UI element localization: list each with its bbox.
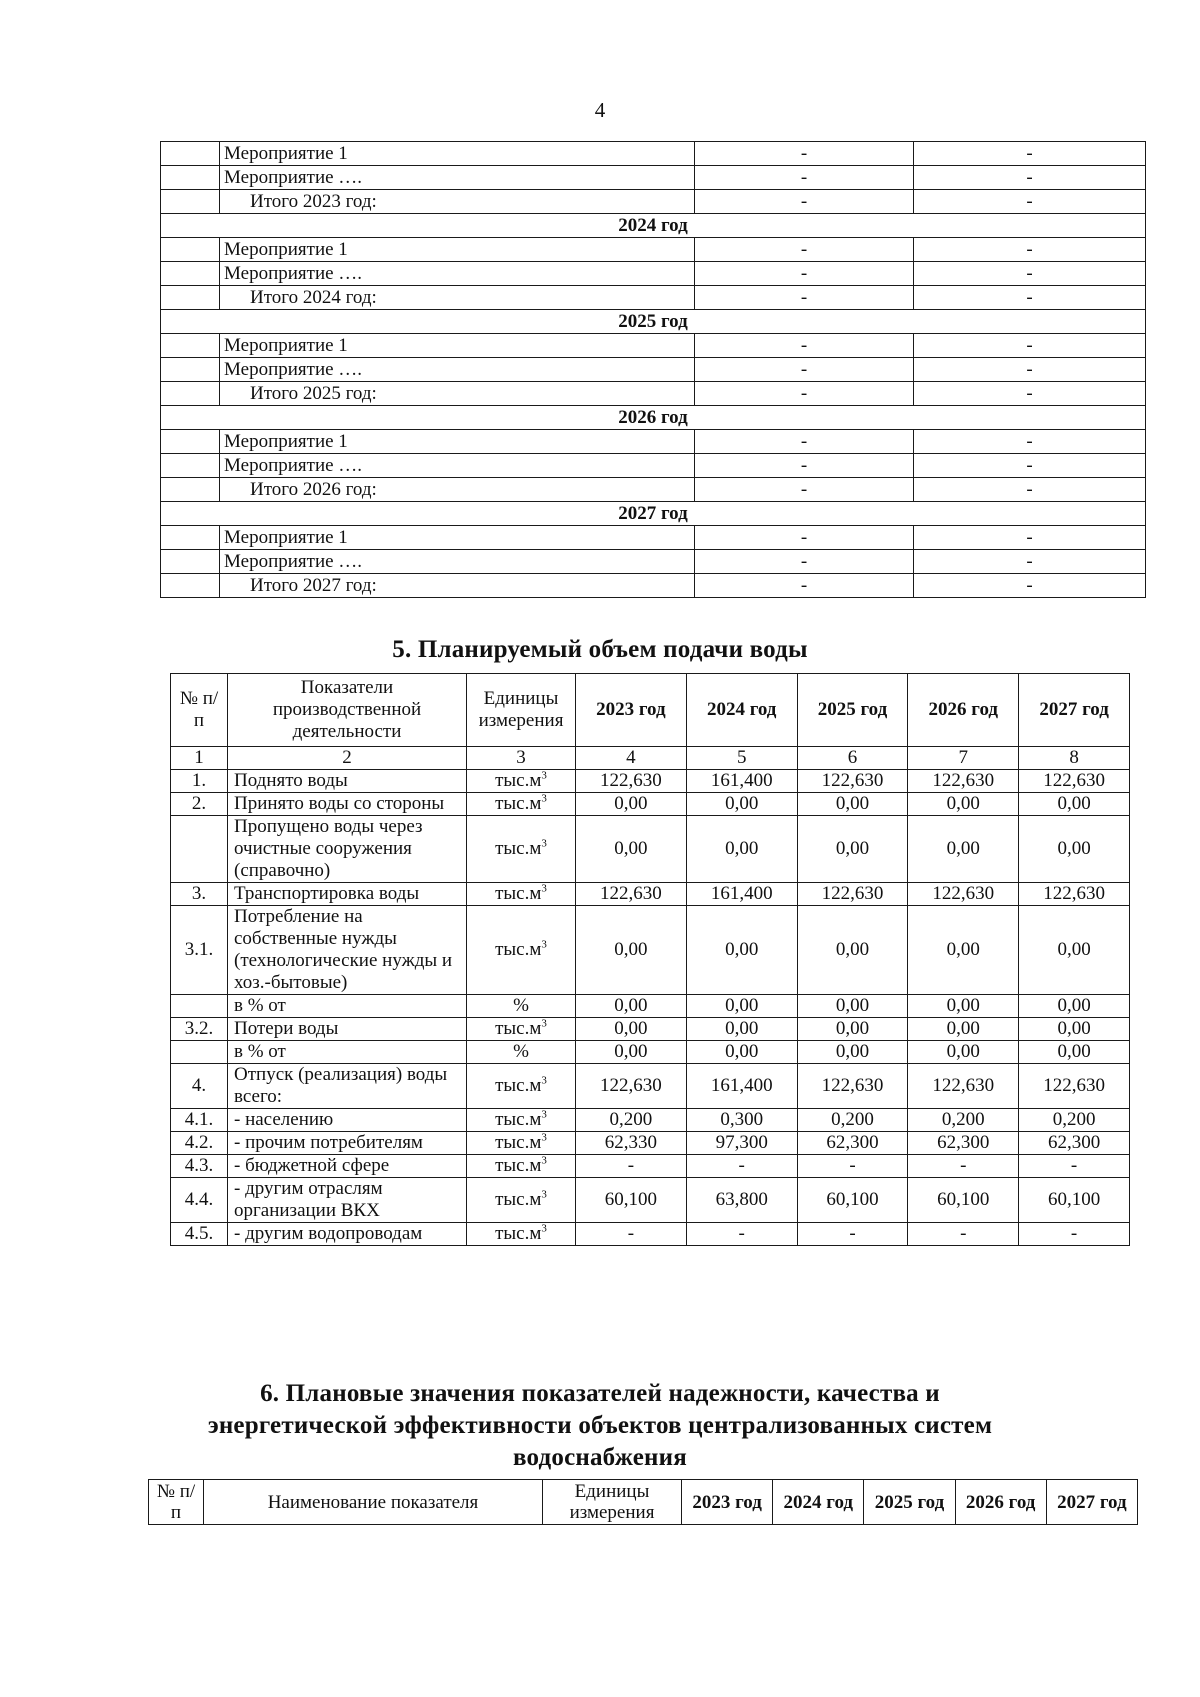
event-value-1: - <box>695 382 914 406</box>
section-6-title-line3: водоснабжения <box>513 1444 687 1471</box>
unit-cell <box>467 1223 576 1246</box>
event-name: Мероприятие …. <box>220 550 695 574</box>
value-cell: 62,330 <box>576 1132 687 1155</box>
value-cell: 0,00 <box>1019 1018 1130 1041</box>
unit-text: тыс.м <box>495 1018 542 1039</box>
event-name: Мероприятие …. <box>220 262 695 286</box>
event-value-1: - <box>695 334 914 358</box>
row-number-cell <box>161 262 220 286</box>
row-number-cell <box>161 286 220 310</box>
index-cell: 5 <box>686 747 797 770</box>
unit-superscript: 3 <box>541 1017 547 1030</box>
unit-cell <box>467 883 576 906</box>
year-heading-row <box>161 502 1146 526</box>
event-value-2: - <box>914 142 1146 166</box>
unit-cell <box>467 793 576 816</box>
table-row <box>171 1064 1130 1109</box>
event-value-1: - <box>695 238 914 262</box>
indicator-name: - прочим потребителям <box>228 1132 467 1155</box>
unit-text: тыс.м <box>495 1075 542 1096</box>
header-year-2024: 2024 год <box>773 1480 864 1525</box>
event-value-1: - <box>695 190 914 214</box>
row-number: 4.3. <box>171 1155 228 1178</box>
value-cell: - <box>908 1223 1019 1246</box>
value-cell: 0,200 <box>576 1109 687 1132</box>
value-cell: 0,200 <box>1019 1109 1130 1132</box>
page-number: 4 <box>594 98 606 122</box>
unit-cell <box>467 1064 576 1109</box>
indicators-table <box>148 1479 1138 1525</box>
event-value-1: - <box>695 574 914 598</box>
value-cell: 60,100 <box>908 1178 1019 1223</box>
unit-superscript: 3 <box>541 1074 547 1087</box>
row-number <box>171 816 228 883</box>
value-cell: 62,300 <box>908 1132 1019 1155</box>
row-number-cell <box>161 574 220 598</box>
indicator-name: Потребление на собственные нужды (технологические нужды и хоз.-бытовые) <box>228 906 467 995</box>
unit-text: тыс.м <box>495 793 542 814</box>
row-number: 4.2. <box>171 1132 228 1155</box>
indicator-name: - другим отраслям организации ВКХ <box>228 1178 467 1223</box>
header-unit: Единицы измерения <box>467 674 576 747</box>
row-number <box>171 995 228 1018</box>
unit-cell <box>467 816 576 883</box>
event-value-1: - <box>695 478 914 502</box>
unit-text: тыс.м <box>495 939 542 960</box>
table-row <box>171 1155 1130 1178</box>
event-name: Итого 2027 год: <box>220 574 695 598</box>
event-value-1: - <box>695 358 914 382</box>
value-cell: 0,00 <box>908 793 1019 816</box>
event-row <box>161 238 1146 262</box>
value-cell: 60,100 <box>797 1178 908 1223</box>
event-row <box>161 262 1146 286</box>
indicator-name: Принято воды со стороны <box>228 793 467 816</box>
year-heading-row <box>161 310 1146 334</box>
row-number-cell <box>161 526 220 550</box>
row-number-cell <box>161 334 220 358</box>
event-value-1: - <box>695 526 914 550</box>
row-number-cell <box>161 142 220 166</box>
value-cell: 122,630 <box>797 1064 908 1109</box>
header-indicator: Показатели производственной деятельности <box>228 674 467 747</box>
value-cell: 0,00 <box>797 1018 908 1041</box>
value-cell: 0,00 <box>1019 995 1130 1018</box>
value-cell: 122,630 <box>1019 1064 1130 1109</box>
table-row <box>171 1041 1130 1064</box>
unit-text: тыс.м <box>495 1189 542 1210</box>
header-year-2027: 2027 год <box>1046 1480 1137 1525</box>
row-number-cell <box>161 238 220 262</box>
value-cell: 60,100 <box>576 1178 687 1223</box>
unit-superscript: 3 <box>541 837 547 850</box>
unit-text: тыс.м <box>495 1109 542 1130</box>
value-cell: 0,00 <box>797 816 908 883</box>
indicator-name: Потери воды <box>228 1018 467 1041</box>
value-cell: 122,630 <box>576 770 687 793</box>
unit-superscript: 3 <box>541 938 547 951</box>
event-value-2: - <box>914 262 1146 286</box>
unit-superscript: 3 <box>541 1188 547 1201</box>
year-heading: 2025 год <box>161 310 1146 334</box>
event-name: Итого 2025 год: <box>220 382 695 406</box>
row-number-cell <box>161 430 220 454</box>
value-cell: 62,300 <box>1019 1132 1130 1155</box>
value-cell: 0,00 <box>797 995 908 1018</box>
value-cell: 0,00 <box>1019 906 1130 995</box>
header-year-2026: 2026 год <box>908 674 1019 747</box>
value-cell: 0,00 <box>908 906 1019 995</box>
value-cell: 0,00 <box>576 1041 687 1064</box>
event-value-1: - <box>695 262 914 286</box>
header-year-2023: 2023 год <box>576 674 687 747</box>
section-6-title-line2: энергетической эффективности объектов централизованных систем <box>207 1412 993 1439</box>
event-value-1: - <box>695 430 914 454</box>
row-number: 4.5. <box>171 1223 228 1246</box>
event-value-2: - <box>914 334 1146 358</box>
value-cell: - <box>1019 1155 1130 1178</box>
event-name: Итого 2026 год: <box>220 478 695 502</box>
header-year-2027: 2027 год <box>1019 674 1130 747</box>
row-number-cell <box>161 190 220 214</box>
value-cell: 161,400 <box>686 1064 797 1109</box>
event-value-2: - <box>914 550 1146 574</box>
row-number: 3.1. <box>171 906 228 995</box>
header-year-2024: 2024 год <box>686 674 797 747</box>
unit-superscript: 3 <box>541 1154 547 1167</box>
indicator-name: Транспортировка воды <box>228 883 467 906</box>
value-cell: 0,00 <box>686 1041 797 1064</box>
value-cell: - <box>797 1223 908 1246</box>
value-cell: 122,630 <box>908 770 1019 793</box>
value-cell: 122,630 <box>797 770 908 793</box>
index-cell: 4 <box>576 747 687 770</box>
table-row <box>171 1223 1130 1246</box>
row-number: 4.4. <box>171 1178 228 1223</box>
event-value-2: - <box>914 526 1146 550</box>
event-name: Мероприятие 1 <box>220 334 695 358</box>
indicator-name: - другим водопроводам <box>228 1223 467 1246</box>
unit-text: тыс.м <box>495 883 542 904</box>
event-value-2: - <box>914 238 1146 262</box>
event-name: Мероприятие 1 <box>220 142 695 166</box>
event-name: Мероприятие …. <box>220 454 695 478</box>
column-index-row <box>171 747 1130 770</box>
indicator-name: в % от <box>228 1041 467 1064</box>
value-cell: 0,300 <box>686 1109 797 1132</box>
value-cell: 97,300 <box>686 1132 797 1155</box>
year-heading-row <box>161 214 1146 238</box>
total-row <box>161 478 1146 502</box>
unit-cell <box>467 1109 576 1132</box>
header-year-2025: 2025 год <box>864 1480 955 1525</box>
event-value-1: - <box>695 454 914 478</box>
unit-cell <box>467 1155 576 1178</box>
row-number: 4.1. <box>171 1109 228 1132</box>
value-cell: 0,00 <box>576 906 687 995</box>
table-row <box>171 1132 1130 1155</box>
event-value-1: - <box>695 166 914 190</box>
header-year-2023: 2023 год <box>682 1480 773 1525</box>
event-row <box>161 166 1146 190</box>
index-cell: 1 <box>171 747 228 770</box>
value-cell: 0,00 <box>797 793 908 816</box>
header-indicator-name: Наименование показателя <box>204 1480 543 1525</box>
event-value-2: - <box>914 382 1146 406</box>
event-name: Мероприятие 1 <box>220 238 695 262</box>
value-cell: 0,00 <box>686 1018 797 1041</box>
event-row <box>161 142 1146 166</box>
unit-cell <box>467 1178 576 1223</box>
value-cell: 122,630 <box>1019 770 1130 793</box>
event-row <box>161 526 1146 550</box>
table-row <box>171 995 1130 1018</box>
event-value-2: - <box>914 358 1146 382</box>
unit-cell <box>467 1041 576 1064</box>
table-row <box>171 883 1130 906</box>
value-cell: 0,00 <box>1019 793 1130 816</box>
year-heading: 2024 год <box>161 214 1146 238</box>
value-cell: 0,00 <box>797 906 908 995</box>
value-cell: 161,400 <box>686 883 797 906</box>
value-cell: 0,00 <box>686 906 797 995</box>
event-row <box>161 430 1146 454</box>
unit-text: тыс.м <box>495 1223 542 1244</box>
table-row <box>171 1018 1130 1041</box>
index-cell: 8 <box>1019 747 1130 770</box>
table-row <box>171 1109 1130 1132</box>
unit-cell <box>467 770 576 793</box>
water-supply-table-body <box>171 770 1130 1246</box>
event-row <box>161 334 1146 358</box>
value-cell: 62,300 <box>797 1132 908 1155</box>
value-cell: 63,800 <box>686 1178 797 1223</box>
event-value-1: - <box>695 550 914 574</box>
value-cell: 0,00 <box>908 1041 1019 1064</box>
unit-superscript: 3 <box>541 792 547 805</box>
event-value-2: - <box>914 454 1146 478</box>
event-row <box>161 358 1146 382</box>
table-row <box>171 906 1130 995</box>
value-cell: 161,400 <box>686 770 797 793</box>
unit-superscript: 3 <box>541 1108 547 1121</box>
value-cell: - <box>686 1155 797 1178</box>
value-cell: 0,00 <box>576 995 687 1018</box>
value-cell: 122,630 <box>1019 883 1130 906</box>
total-row <box>161 190 1146 214</box>
unit-cell <box>467 1132 576 1155</box>
index-cell: 2 <box>228 747 467 770</box>
value-cell: - <box>576 1155 687 1178</box>
header-row <box>149 1480 1138 1525</box>
header-num: № п/п <box>149 1480 204 1525</box>
value-cell: 0,00 <box>686 995 797 1018</box>
table-row <box>171 770 1130 793</box>
row-number-cell <box>161 454 220 478</box>
event-value-1: - <box>695 286 914 310</box>
value-cell: - <box>576 1223 687 1246</box>
row-number: 4. <box>171 1064 228 1109</box>
value-cell: - <box>1019 1223 1130 1246</box>
row-number-cell <box>161 382 220 406</box>
event-name: Итого 2023 год: <box>220 190 695 214</box>
value-cell: - <box>797 1155 908 1178</box>
unit-cell <box>467 906 576 995</box>
row-number-cell <box>161 478 220 502</box>
header-unit: Единицы измерения <box>543 1480 682 1525</box>
section-6-title-line1: 6. Плановые значения показателей надежности, качества и <box>260 1380 940 1407</box>
event-value-2: - <box>914 574 1146 598</box>
event-name: Мероприятие 1 <box>220 430 695 454</box>
indicator-name: Пропущено воды через очистные сооружения (справочно) <box>228 816 467 883</box>
unit-text: % <box>513 995 529 1016</box>
event-value-2: - <box>914 166 1146 190</box>
value-cell: 0,00 <box>1019 816 1130 883</box>
header-year-2025: 2025 год <box>797 674 908 747</box>
unit-superscript: 3 <box>541 769 547 782</box>
header-num: № п/п <box>171 674 228 747</box>
table-row <box>171 816 1130 883</box>
value-cell: 122,630 <box>797 883 908 906</box>
event-row <box>161 550 1146 574</box>
value-cell: 122,630 <box>908 1064 1019 1109</box>
row-number: 1. <box>171 770 228 793</box>
value-cell: 0,00 <box>576 1018 687 1041</box>
unit-cell <box>467 1018 576 1041</box>
header-year-2026: 2026 год <box>955 1480 1046 1525</box>
event-value-2: - <box>914 286 1146 310</box>
table-row <box>171 793 1130 816</box>
indicator-name: в % от <box>228 995 467 1018</box>
value-cell: 0,00 <box>686 793 797 816</box>
row-number: 2. <box>171 793 228 816</box>
index-cell: 3 <box>467 747 576 770</box>
value-cell: 0,200 <box>908 1109 1019 1132</box>
value-cell: 0,00 <box>908 816 1019 883</box>
value-cell: 0,00 <box>908 1018 1019 1041</box>
index-cell: 6 <box>797 747 908 770</box>
event-name: Мероприятие …. <box>220 358 695 382</box>
value-cell: 0,00 <box>576 816 687 883</box>
row-number-cell <box>161 550 220 574</box>
header-row <box>171 674 1130 747</box>
event-name: Мероприятие 1 <box>220 526 695 550</box>
unit-text: тыс.м <box>495 838 542 859</box>
total-row <box>161 574 1146 598</box>
value-cell: - <box>686 1223 797 1246</box>
section-6-title <box>0 1378 1200 1474</box>
event-value-2: - <box>914 190 1146 214</box>
event-value-2: - <box>914 430 1146 454</box>
section-5-title: 5. Планируемый объем подачи воды <box>392 636 808 663</box>
value-cell: 0,00 <box>576 793 687 816</box>
year-heading: 2026 год <box>161 406 1146 430</box>
value-cell: 122,630 <box>576 883 687 906</box>
unit-superscript: 3 <box>541 882 547 895</box>
value-cell: 0,00 <box>686 816 797 883</box>
unit-superscript: 3 <box>541 1222 547 1235</box>
unit-text: % <box>513 1041 529 1062</box>
indicator-name: - бюджетной сфере <box>228 1155 467 1178</box>
index-cell: 7 <box>908 747 1019 770</box>
value-cell: 60,100 <box>1019 1178 1130 1223</box>
row-number: 3. <box>171 883 228 906</box>
indicator-name: - населению <box>228 1109 467 1132</box>
total-row <box>161 286 1146 310</box>
water-supply-table <box>170 673 1130 1246</box>
year-heading-row <box>161 406 1146 430</box>
event-value-1: - <box>695 142 914 166</box>
year-heading: 2027 год <box>161 502 1146 526</box>
event-name: Мероприятие …. <box>220 166 695 190</box>
unit-text: тыс.м <box>495 1155 542 1176</box>
indicator-name: Поднято воды <box>228 770 467 793</box>
value-cell: 122,630 <box>576 1064 687 1109</box>
unit-text: тыс.м <box>495 770 542 791</box>
row-number <box>171 1041 228 1064</box>
row-number-cell <box>161 358 220 382</box>
row-number: 3.2. <box>171 1018 228 1041</box>
row-number-cell <box>161 166 220 190</box>
value-cell: 0,00 <box>797 1041 908 1064</box>
indicator-name: Отпуск (реализация) воды всего: <box>228 1064 467 1109</box>
events-table-body <box>161 142 1146 598</box>
value-cell: 0,00 <box>1019 1041 1130 1064</box>
value-cell: 0,200 <box>797 1109 908 1132</box>
value-cell: 0,00 <box>908 995 1019 1018</box>
unit-superscript: 3 <box>541 1131 547 1144</box>
event-row <box>161 454 1146 478</box>
event-name: Итого 2024 год: <box>220 286 695 310</box>
unit-text: тыс.м <box>495 1132 542 1153</box>
value-cell: 122,630 <box>908 883 1019 906</box>
total-row <box>161 382 1146 406</box>
unit-cell <box>467 995 576 1018</box>
table-row <box>171 1178 1130 1223</box>
event-value-2: - <box>914 478 1146 502</box>
events-table <box>160 141 1146 598</box>
value-cell: - <box>908 1155 1019 1178</box>
